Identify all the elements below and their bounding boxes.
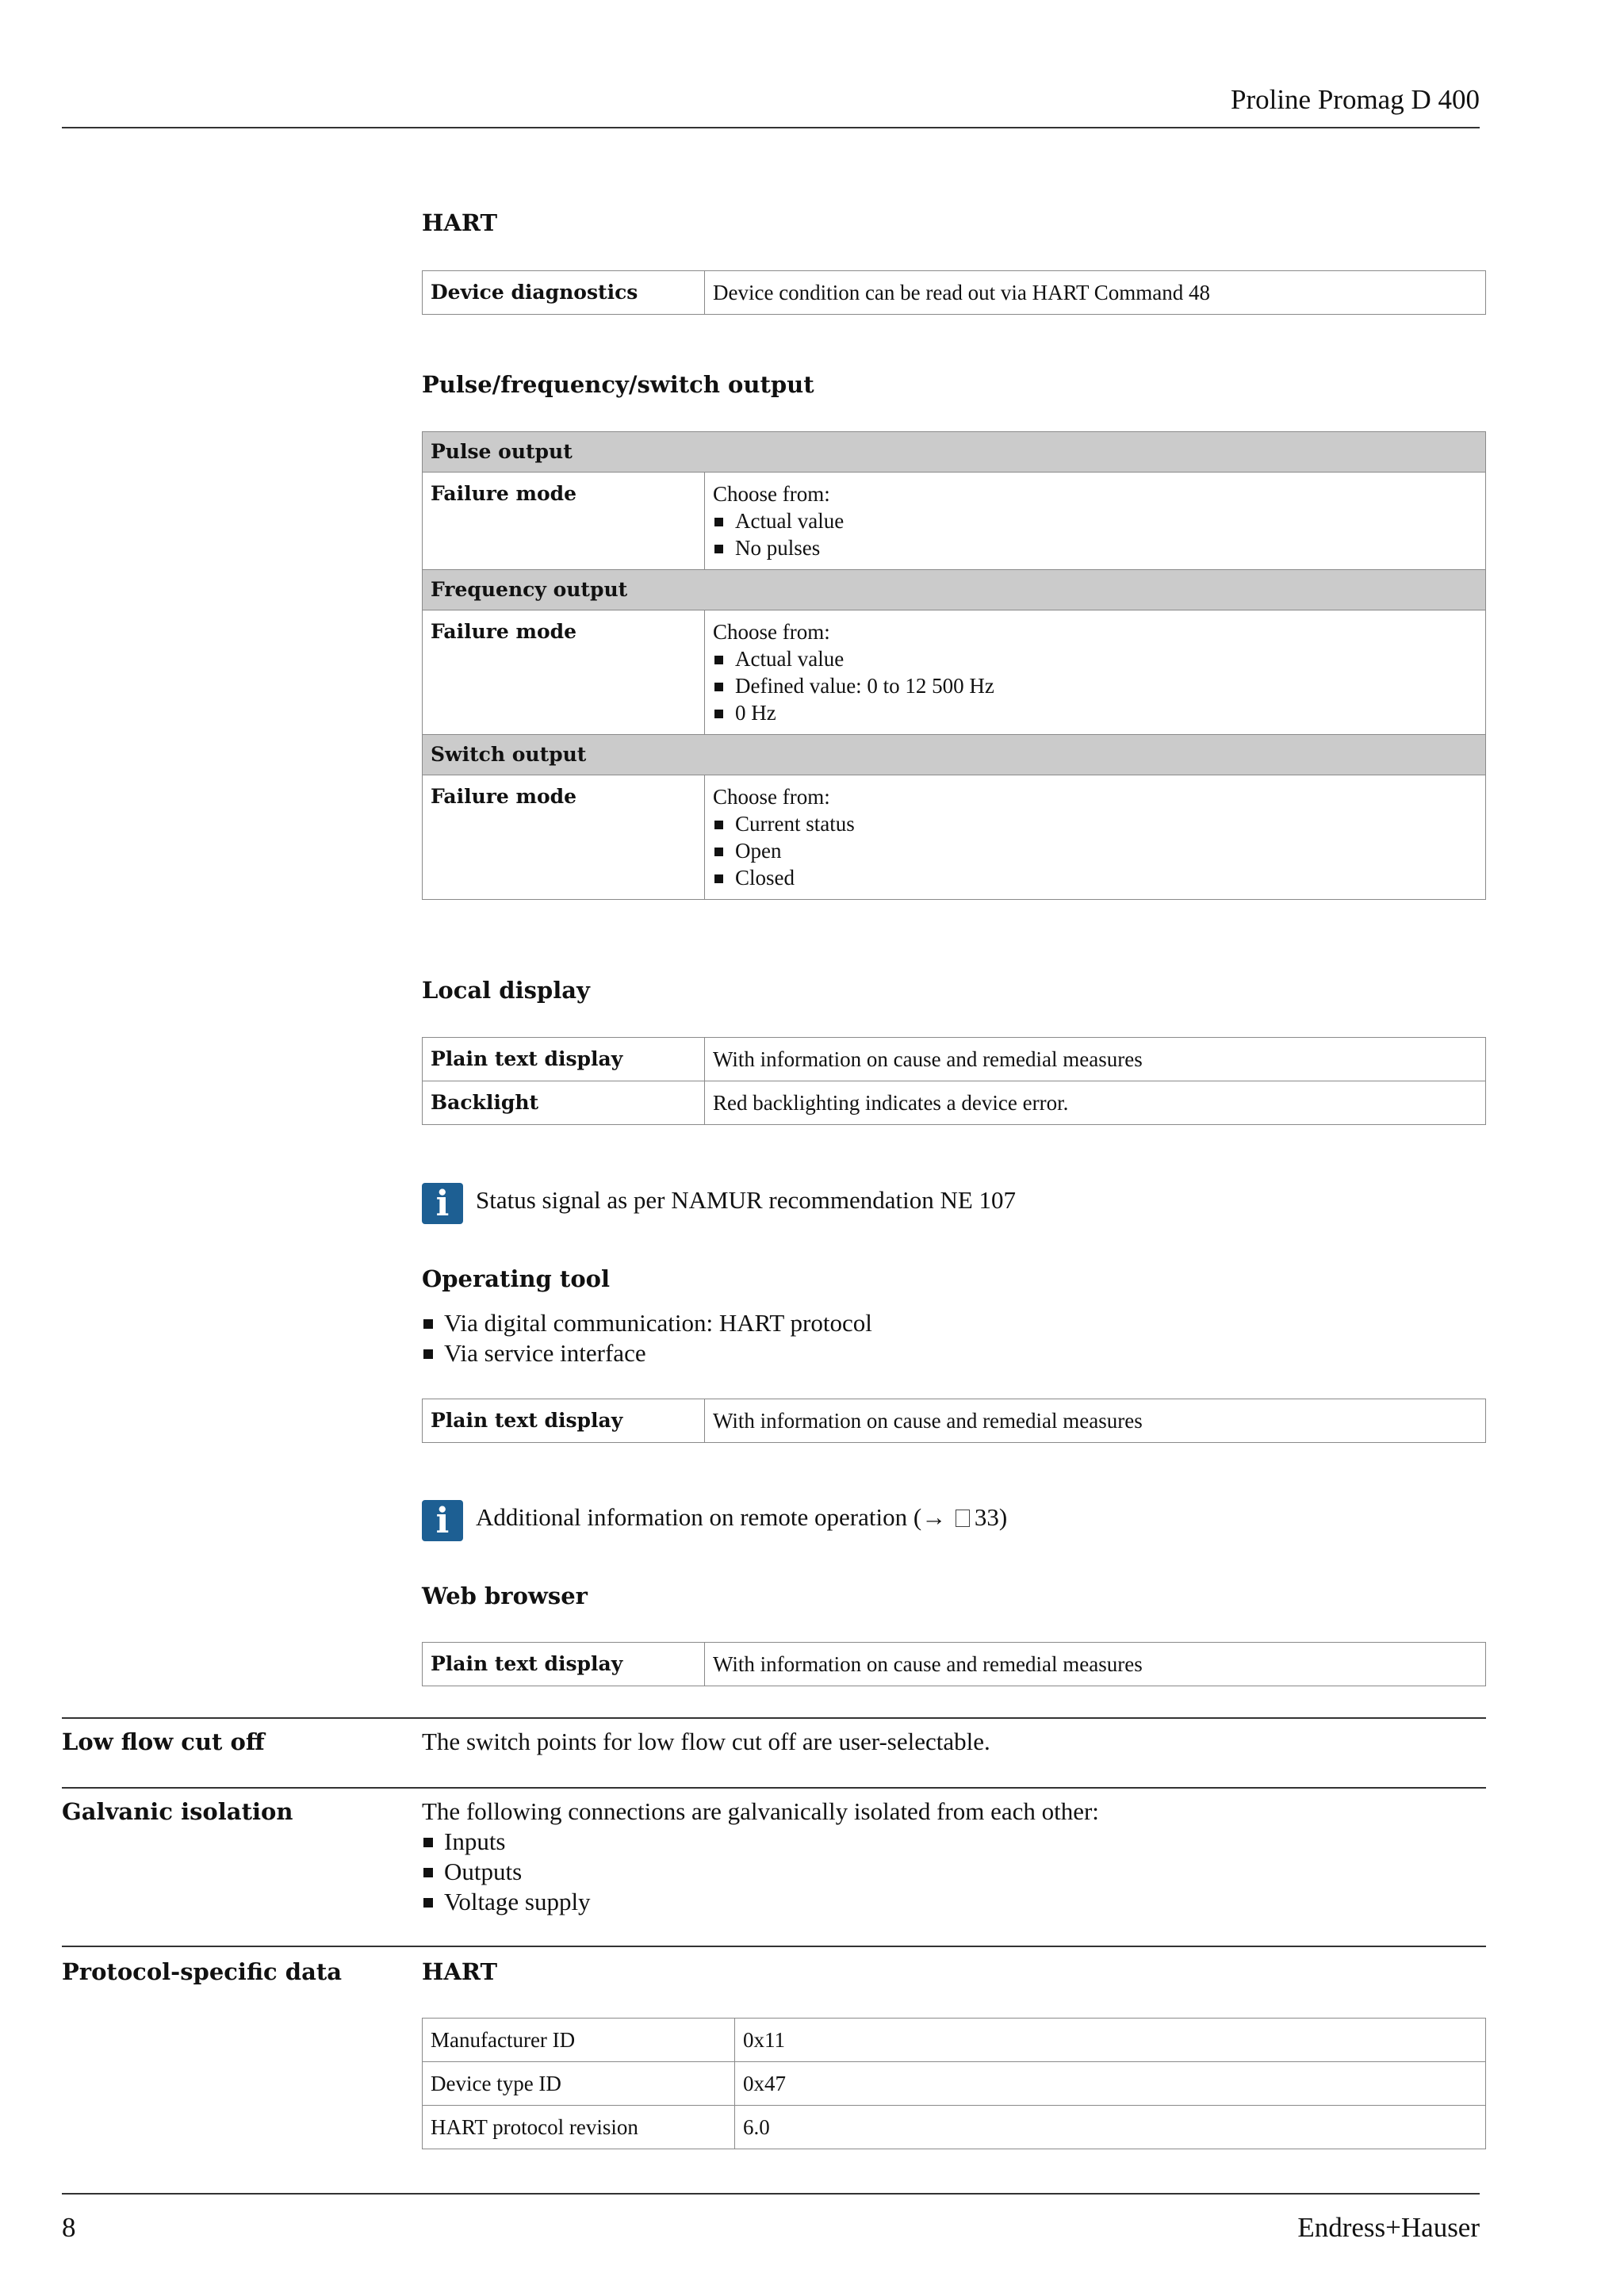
galvanic-text: The following connections are galvanically isolated from each other: — [422, 1797, 1099, 1825]
section-row — [423, 570, 1486, 610]
protocol-label: Protocol-specific data — [62, 1958, 343, 1985]
list-item: Actual value — [713, 645, 1477, 672]
row-value: With information on cause and remedial measures — [705, 1399, 1486, 1443]
table-row — [423, 610, 1486, 735]
info-icon: i — [422, 1500, 463, 1541]
list-item: Closed — [713, 864, 1477, 891]
row-value: Red backlighting indicates a device error. — [705, 1081, 1486, 1125]
table-row — [423, 1038, 1486, 1081]
row-key: Device type ID — [423, 2062, 735, 2106]
section-divider — [62, 1787, 1486, 1789]
section-divider — [62, 1946, 1486, 1947]
row-key: Backlight — [423, 1081, 705, 1125]
table-row — [423, 2106, 1486, 2149]
galvanic-list — [422, 1827, 1099, 1917]
row-key: Plain text display — [423, 1038, 705, 1081]
row-key: Manufacturer ID — [423, 2019, 735, 2062]
row-key: HART protocol revision — [423, 2106, 735, 2149]
option-list — [713, 645, 1477, 726]
pulse-section-title: Pulse output — [423, 432, 1486, 473]
row-value: 6.0 — [735, 2106, 1486, 2149]
web-browser-heading: Web browser — [422, 1582, 588, 1609]
section-row — [423, 735, 1486, 775]
list-item: 0 Hz — [713, 699, 1477, 726]
list-item: Outputs — [422, 1857, 1099, 1887]
option-list — [713, 810, 1477, 891]
info-note-text — [476, 1503, 1007, 1532]
page-header — [62, 79, 1480, 128]
row-value: Device condition can be read out via HART Command 48 — [705, 271, 1486, 315]
choose-intro: Choose from: — [713, 620, 830, 644]
row-key: Device diagnostics — [423, 271, 705, 315]
galvanic-section — [422, 1797, 1099, 1917]
note-text: Additional information on remote operation (→ — [476, 1503, 952, 1531]
protocol-table — [422, 2018, 1486, 2149]
operating-tool-list — [422, 1308, 872, 1368]
document-title: Proline Promag D 400 — [1230, 84, 1480, 115]
page-reference-icon — [956, 1510, 970, 1527]
protocol-hart-heading: HART — [422, 1958, 498, 1985]
list-item: Via service interface — [422, 1338, 872, 1368]
table-row — [423, 1643, 1486, 1686]
operating-tool-table — [422, 1399, 1486, 1443]
row-value: With information on cause and remedial measures — [705, 1038, 1486, 1081]
table-row — [423, 1399, 1486, 1443]
pfs-heading: Pulse/frequency/switch output — [422, 371, 814, 398]
row-key: Plain text display — [423, 1643, 705, 1686]
low-flow-label: Low flow cut off — [62, 1728, 265, 1755]
low-flow-text: The switch points for low flow cut off are user-selectable. — [422, 1728, 990, 1755]
list-item: Via digital communication: HART protocol — [422, 1308, 872, 1338]
row-value — [705, 473, 1486, 570]
info-icon: i — [422, 1183, 463, 1224]
galvanic-label: Galvanic isolation — [62, 1798, 293, 1825]
row-value — [705, 610, 1486, 735]
row-value: With information on cause and remedial measures — [705, 1643, 1486, 1686]
list-item: Voltage supply — [422, 1887, 1099, 1917]
page-number: 8 — [62, 2212, 76, 2243]
row-key: Failure mode — [423, 775, 705, 900]
table-row — [423, 2019, 1486, 2062]
table-row — [423, 271, 1486, 315]
list-item: Current status — [713, 810, 1477, 837]
brand-name: Endress+Hauser — [1297, 2212, 1480, 2243]
row-key: Plain text display — [423, 1399, 705, 1443]
table-row — [423, 2062, 1486, 2106]
option-list — [713, 507, 1477, 561]
list-item: No pulses — [713, 534, 1477, 561]
page-reference[interactable]: 33) — [974, 1503, 1008, 1531]
list-item: Open — [713, 837, 1477, 864]
pfs-table — [422, 431, 1486, 900]
section-row — [423, 432, 1486, 473]
choose-intro: Choose from: — [713, 785, 830, 809]
table-row — [423, 1081, 1486, 1125]
local-display-heading: Local display — [422, 977, 590, 1004]
page-footer — [62, 2193, 1480, 2243]
list-item: Defined value: 0 to 12 500 Hz — [713, 672, 1477, 699]
choose-intro: Choose from: — [713, 482, 830, 506]
hart-diagnostics-table — [422, 270, 1486, 315]
row-value: 0x47 — [735, 2062, 1486, 2106]
list-item: Inputs — [422, 1827, 1099, 1857]
table-row — [423, 775, 1486, 900]
info-note — [422, 1183, 1016, 1224]
switch-section-title: Switch output — [423, 735, 1486, 775]
hart-heading: HART — [422, 209, 498, 236]
row-key: Failure mode — [423, 610, 705, 735]
table-row — [423, 473, 1486, 570]
row-value — [705, 775, 1486, 900]
row-value: 0x11 — [735, 2019, 1486, 2062]
web-browser-table — [422, 1642, 1486, 1686]
operating-tool-heading: Operating tool — [422, 1265, 611, 1292]
row-key: Failure mode — [423, 473, 705, 570]
frequency-section-title: Frequency output — [423, 570, 1486, 610]
info-note-text: Status signal as per NAMUR recommendation NE 107 — [476, 1186, 1017, 1214]
section-divider — [62, 1717, 1486, 1719]
local-display-table — [422, 1037, 1486, 1125]
list-item: Actual value — [713, 507, 1477, 534]
info-note — [422, 1500, 1007, 1541]
